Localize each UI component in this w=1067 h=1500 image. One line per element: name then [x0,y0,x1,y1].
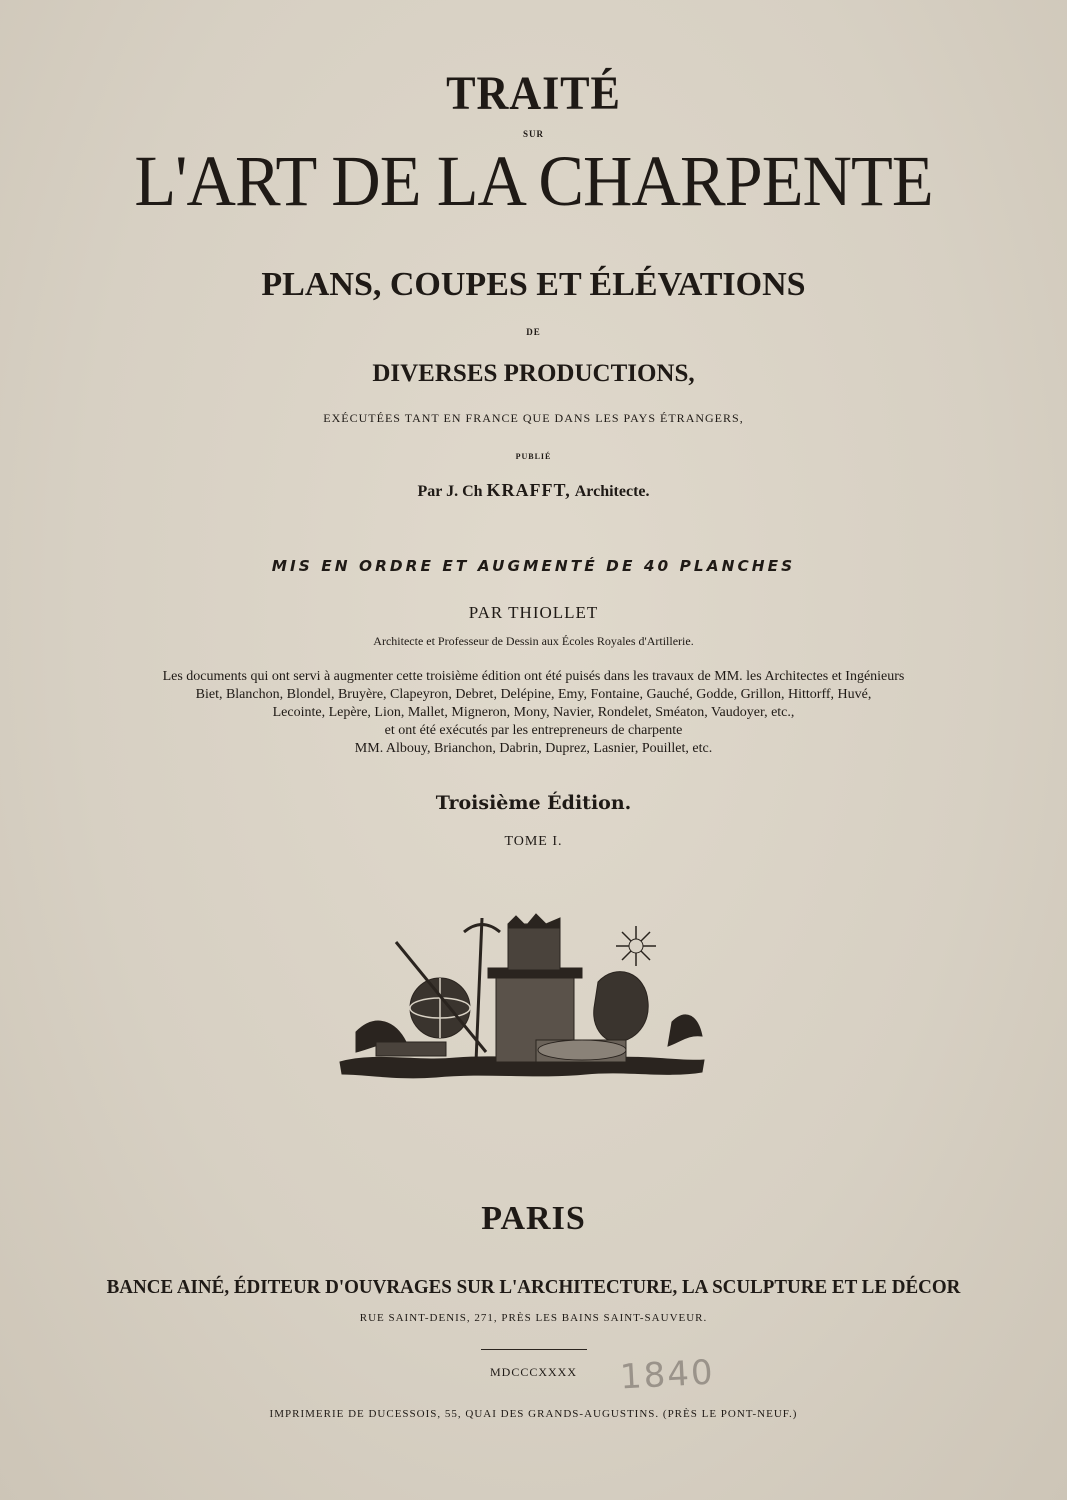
imprint-address: RUE SAINT-DENIS, 271, PRÈS LES BAINS SAINT-SAUVEUR. [359,1312,708,1324]
title-sur: SUR [522,129,544,139]
author-role: Architecte. [574,483,650,500]
documents-paragraph [0,668,1067,758]
engraving-vignette-icon [336,912,708,1126]
edition-label: Troisième Édition. [435,792,632,814]
author-name: KRAFFT, [486,480,571,500]
main-title: L'ART DE LA CHARPENTE [134,141,933,221]
augmented-by: PAR THIOLLET [468,603,599,622]
subtitle-publie: PUBLIÉ [515,452,552,461]
subtitle-diverses: DIVERSES PRODUCTIONS, [372,360,695,387]
divider-rule [481,1349,587,1350]
imprint-publisher: BANCE AINÉ, ÉDITEUR D'OUVRAGES SUR L'ARCHITECTURE, LA SCULPTURE ET LE DÉCOR [106,1276,961,1298]
documents-line: MM. Albouy, Brianchon, Dabrin, Duprez, Lasnier, Pouillet, etc. [354,741,713,756]
imprint-printer: IMPRIMERIE DE DUCESSOIS, 55, QUAI DES GRANDS-AUGUSTINS. (PRÈS LE PONT-NEUF.) [269,1408,798,1420]
documents-line: et ont été exécutés par les entrepreneurs de charpente [384,723,683,738]
documents-line: Lecointe, Lepère, Lion, Mallet, Migneron, Mony, Navier, Rondelet, Sméaton, Vaudoyer, etc., [272,705,795,720]
imprint-year-roman: MDCCCXXXX [489,1365,577,1379]
handwritten-year: 1840 [619,1352,716,1398]
title-traite: TRAITÉ [446,67,621,120]
augmented-heading: MIS EN ORDRE ET AUGMENTÉ DE 40 PLANCHES [271,557,796,575]
augmented-title: Architecte et Professeur de Dessin aux Écoles Royales d'Artillerie. [373,634,694,648]
documents-line: Les documents qui ont servi à augmenter cette troisième édition ont été puisés dans les travaux de MM. les Architectes et Ingénieurs [162,669,905,684]
subtitle-plans: PLANS, COUPES ET ÉLÉVATIONS [261,266,806,303]
imprint-city: PARIS [481,1200,586,1237]
subtitle-executees: EXÉCUTÉES TANT EN FRANCE QUE DANS LES PAYS ÉTRANGERS, [323,411,744,425]
documents-line: Biet, Blanchon, Blondel, Bruyère, Clapeyron, Debret, Delépine, Emy, Fontaine, Gauché, Godde, Grillon, Hittorff, Huvé, [195,687,872,702]
author-prefix: Par J. Ch [417,483,483,500]
tome-label: TOME I. [504,834,563,849]
subtitle-de: DE [526,327,541,337]
author-line [0,480,1067,501]
